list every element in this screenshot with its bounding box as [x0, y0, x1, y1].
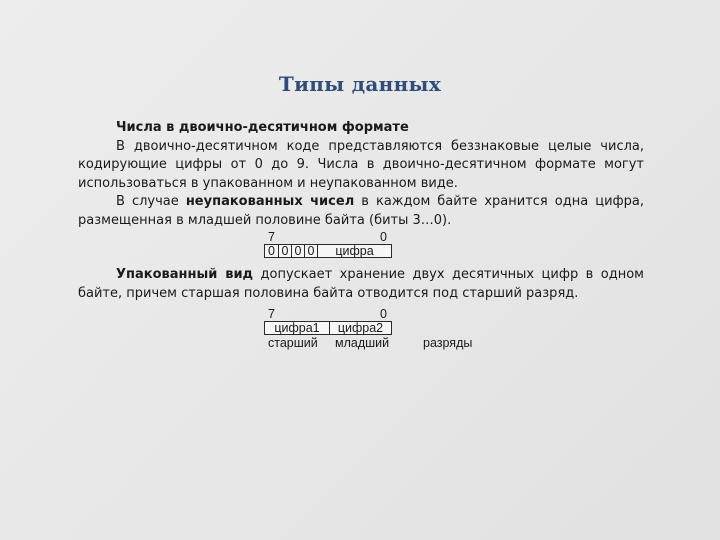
- zero-bit-cell: 0: [291, 245, 304, 257]
- packed-text-after: допускает хранение двух десятичных цифр в одном байте, причем старшая половина байта отводится под старший разряд.: [78, 267, 644, 301]
- bit-0-label: 0: [380, 230, 387, 244]
- digit-cell: цифра: [317, 245, 391, 257]
- zero-bit-cell: 0: [278, 245, 291, 257]
- high-order-label: старший: [268, 336, 318, 350]
- unpacked-text-before: В случае: [116, 194, 186, 209]
- packed-byte-diagram: [78, 307, 644, 353]
- digit1-cell: цифра1: [274, 321, 320, 335]
- digits-caption: разряды: [423, 336, 473, 350]
- low-order-label: младший: [335, 336, 390, 350]
- section-heading: Числа в двоично-десятичном формате: [116, 120, 409, 135]
- slide-title: Типы данных: [278, 72, 442, 96]
- unpacked-byte-diagram: [78, 230, 644, 260]
- bit-7-label: 7: [268, 230, 275, 244]
- paragraph-bcd-definition: В двоично-десятичном коде представляются беззнаковые целые числа, кодирующие цифры от 0 до 9. Числа в двоично-десятичном формате могут использоваться в упакованном и неупакованном виде.: [78, 138, 644, 191]
- unpacked-text-after: в каждом байте хранится одна цифра, размещенная в младшей половине байта (биты 3…0).: [78, 194, 644, 228]
- digit2-cell: цифра2: [329, 322, 391, 334]
- packed-term: Упакованный вид: [116, 267, 254, 282]
- unpacked-term: неупакованных чисел: [185, 194, 355, 209]
- bit-0-label: 0: [380, 307, 387, 321]
- unpacked-byte-box: [264, 244, 392, 258]
- zero-bit-cell: 0: [304, 245, 317, 257]
- slide-content: [78, 119, 644, 353]
- bit-7-label: 7: [268, 307, 275, 321]
- paragraph-unpacked: [78, 193, 644, 230]
- packed-byte-box: [264, 321, 392, 335]
- zero-bit-cell: 0: [268, 244, 275, 258]
- paragraph-packed: [78, 266, 644, 303]
